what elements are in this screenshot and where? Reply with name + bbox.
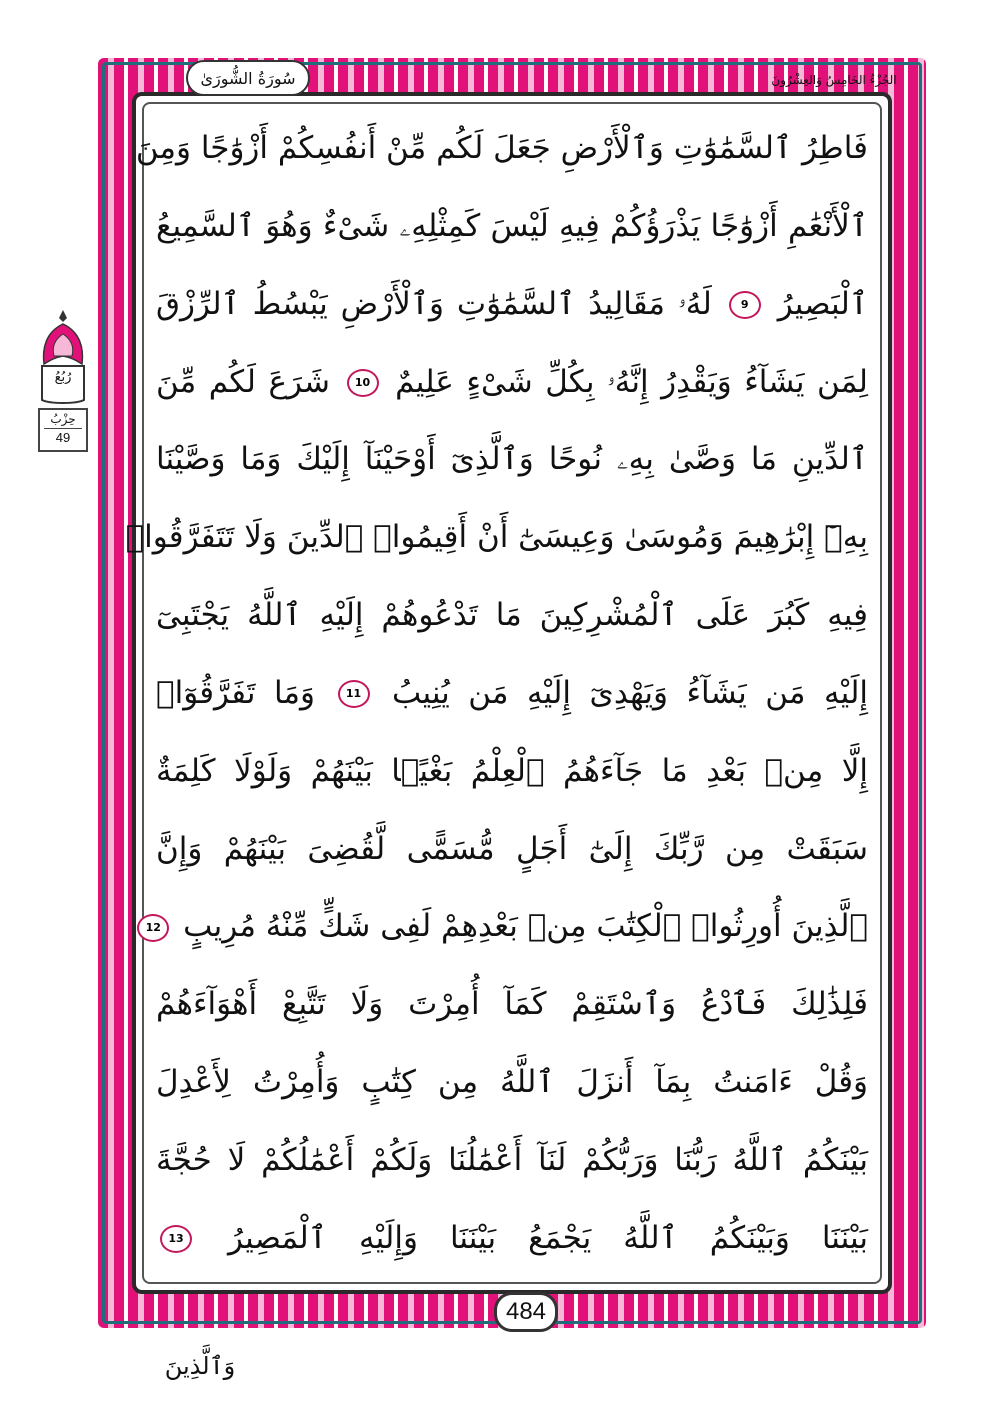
verse-text: بَيْنَكُمُ ٱللَّهُ رَبُّنَا وَرَبُّكُمْ لَنَآ أَعْمَٰلُنَا وَلَكُمْ أَعْمَٰلُكُمْ لَا حُجَّةَ xyxy=(156,1141,868,1178)
ayah-number-marker: 9 xyxy=(729,291,761,319)
verse-text: سَبَقَتْ مِن رَّبِّكَ إِلَىٰٓ أَجَلٍ مُّسَمًّى لَّقُضِىَ بَيْنَهُمْ وَإِنَّ xyxy=(156,830,868,867)
verse-text: لَهُۥ مَقَالِيدُ ٱلسَّمَٰوَٰتِ وَٱلْأَرْضِ يَبْسُطُ ٱلرِّزْقَ xyxy=(156,285,712,322)
text-line xyxy=(156,1130,868,1190)
text-line xyxy=(125,507,868,567)
verse-text: شَرَعَ لَكُم مِّنَ xyxy=(156,363,331,400)
verse-text: بَيْنَنَا وَبَيْنَكُمُ ٱللَّهُ يَجْمَعُ بَيْنَنَا وَإِلَيْهِ ٱلْمَصِيرُ xyxy=(228,1219,869,1256)
text-line xyxy=(156,741,868,801)
ayah-number-marker: 13 xyxy=(160,1225,192,1253)
page-number: 484 xyxy=(494,1292,558,1332)
verse-text: ٱلْبَصِيرُ xyxy=(777,285,869,322)
text-line xyxy=(156,1052,868,1112)
verse-text: وَمَا تَفَرَّقُوٓا۟ xyxy=(156,674,315,711)
text-line xyxy=(156,196,868,256)
verse-text: ٱلَّذِينَ أُورِثُوا۟ ٱلْكِتَٰبَ مِنۢ بَعْدِهِمْ لَفِى شَكٍّ مِّنْهُ مُرِيبٍ xyxy=(183,908,868,945)
verse-text: لِمَن يَشَآءُ وَيَقْدِرُ إِنَّهُۥ بِكُلِّ شَىْءٍ عَلِيمٌ xyxy=(395,363,869,400)
hizb-ornament-icon xyxy=(36,308,90,404)
text-line xyxy=(156,819,868,879)
text-line xyxy=(145,896,868,956)
text-line xyxy=(156,663,868,723)
decorative-border xyxy=(98,58,926,1328)
verse-text: ٱلدِّينِ مَا وَصَّىٰ بِهِۦ نُوحًا وَٱلَّذِىٓ أَوْحَيْنَآ إِلَيْكَ وَمَا وَصَّيْنَا xyxy=(156,441,868,478)
verse-text: فِيهِ كَبُرَ عَلَى ٱلْمُشْرِكِينَ مَا تَدْعُوهُمْ إِلَيْهِ ٱللَّهُ يَجْتَبِىٓ xyxy=(156,597,868,634)
ayah-number-marker: 10 xyxy=(347,369,379,397)
text-line xyxy=(156,352,868,412)
verse-text: وَقُلْ ءَامَنتُ بِمَآ أَنزَلَ ٱللَّهُ مِن كِتَٰبٍ وَأُمِرْتُ لِأَعْدِلَ xyxy=(156,1064,868,1101)
quran-text-lines xyxy=(125,118,869,1268)
hizb-number: 49 xyxy=(44,428,82,447)
hizb-label: حِزْبُ xyxy=(50,412,76,426)
verse-text: إِلَيْهِ مَن يَشَآءُ وَيَهْدِىٓ إِلَيْهِ مَن يُنِيبُ xyxy=(392,674,869,711)
verse-text: ٱلْأَنْعَٰمِ أَزْوَٰجًا يَذْرَؤُكُمْ فِيهِ لَيْسَ كَمِثْلِهِۦ شَىْءٌ وَهُوَ ٱلسَّمِيعُ xyxy=(156,207,868,244)
text-line xyxy=(156,274,868,334)
text-line xyxy=(156,585,868,645)
verse-text: فَاطِرُ ٱلسَّمَٰوَٰتِ وَٱلْأَرْضِ جَعَلَ لَكُم مِّنْ أَنفُسِكُمْ أَزْوَٰجًا وَمِنَ xyxy=(135,130,868,166)
surah-label: سُورَةُ الشُّورَىٰ xyxy=(186,60,310,96)
text-area xyxy=(125,102,882,1284)
text-line xyxy=(156,974,868,1034)
juz-label: الجُزْءُ الخَامِسُ وَالعِشْرُونَ xyxy=(771,73,897,87)
verse-text: إِلَّا مِنۢ بَعْدِ مَا جَآءَهُمُ ٱلْعِلْمُ بَغْيًۢا بَيْنَهُمْ وَلَوْلَا كَلِمَةٌ xyxy=(156,752,868,789)
text-line xyxy=(156,1208,868,1268)
text-frame xyxy=(125,92,892,1294)
hizb-box xyxy=(38,408,88,452)
hizb-marker xyxy=(30,308,96,458)
catchword: وَٱلَّذِينَ xyxy=(164,1352,236,1380)
text-line xyxy=(156,429,868,489)
ayah-number-marker: 12 xyxy=(137,914,169,942)
rub-label: رُبُعُ xyxy=(54,370,72,385)
text-line xyxy=(135,118,868,178)
ayah-number-marker: 11 xyxy=(338,680,370,708)
verse-text: بِهِۦٓ إِبْرَٰهِيمَ وَمُوسَىٰ وَعِيسَىٰٓ أَنْ أَقِيمُوا۟ ٱلدِّينَ وَلَا تَتَفَرَّقُوا۟ xyxy=(125,519,868,556)
verse-text: فَلِذَٰلِكَ فَٱدْعُ وَٱسْتَقِمْ كَمَآ أُمِرْتَ وَلَا تَتَّبِعْ أَهْوَآءَهُمْ xyxy=(156,986,868,1023)
